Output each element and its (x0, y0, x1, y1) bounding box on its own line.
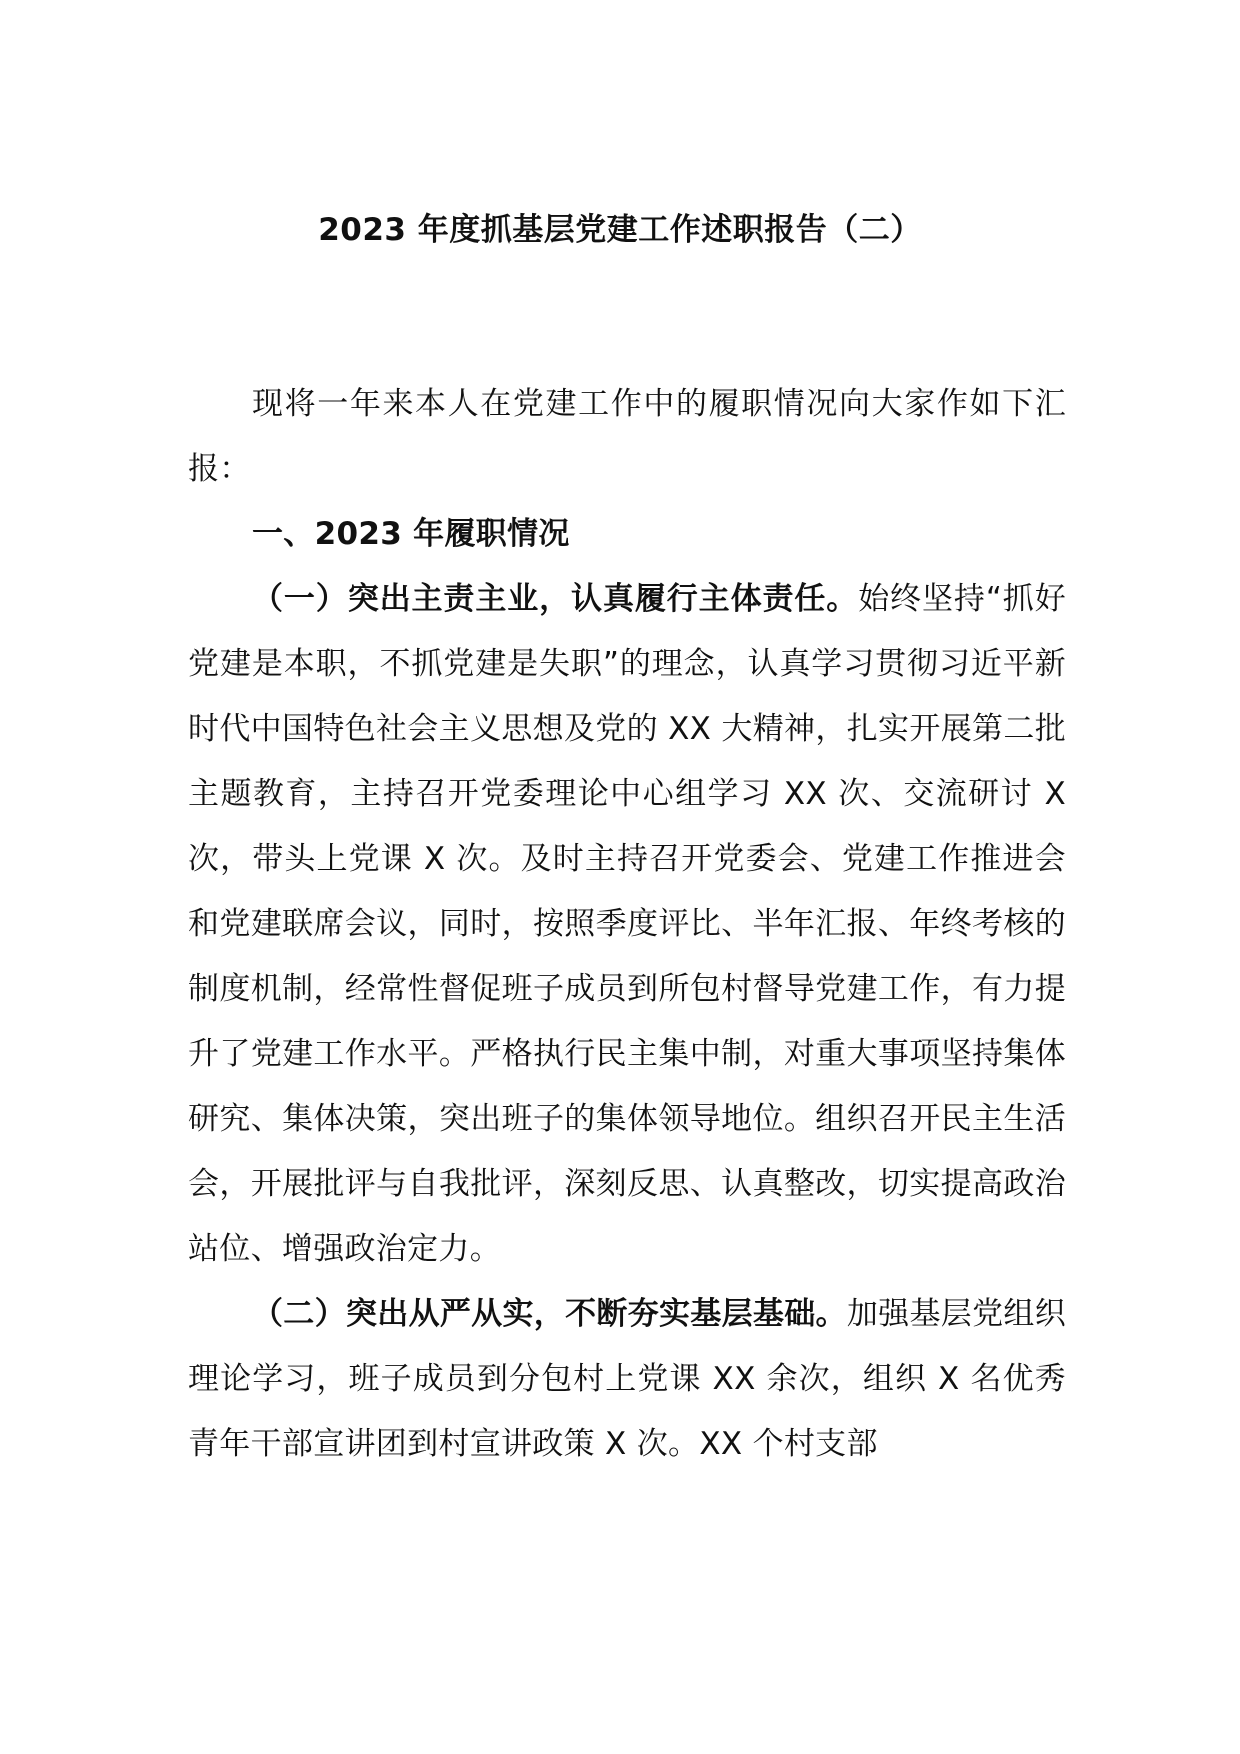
document-title: 2023 年度抓基层党建工作述职报告（二） (318, 212, 922, 248)
item-1-lead: （一）突出主责主业，认真履行主体责任。 (252, 581, 859, 617)
intro-paragraph: 现将一年来本人在党建工作中的履职情况向大家作如下汇报： (188, 386, 1066, 487)
item-2-lead: （二）突出从严从实，不断夯实基层基础。 (252, 1296, 847, 1332)
item-1-paragraph (188, 567, 1066, 1282)
item-1-text: 始终坚持“抓好党建是本职，不抓党建是失职”的理念，认真学习贯彻习近平新时代中国特色社会主义思想及党的 XX 大精神，扎实开展第二批主题教育，主持召开党委理论中心组学习 XX 次、交流研讨 X 次，带头上党课 X 次。及时主持召开党委会、党建工作推进会和党建联席会议，同时，按照季度评比、半年汇报、年终考核的制度机制，经常性督促班子成员到所包村督导党建工作，有力提升了党建工作水平。严格执行民主集中制，对重大事项坚持集体研究、集体决策，突出班子的集体领导地位。组织召开民主生活会，开展批评与自我批评，深刻反思、认真整改，切实提高政治站位、增强政治定力。 (188, 581, 1066, 1267)
document-body (188, 372, 1066, 1477)
item-2-paragraph (188, 1282, 1066, 1477)
item-2-text: 加强基层党组织理论学习，班子成员到分包村上党课 XX 余次，组织 X 名优秀青年干部宣讲团到村宣讲政策 X 次。XX 个村支部 (188, 1296, 1066, 1462)
section-heading: 一、2023 年履职情况 (252, 516, 570, 552)
